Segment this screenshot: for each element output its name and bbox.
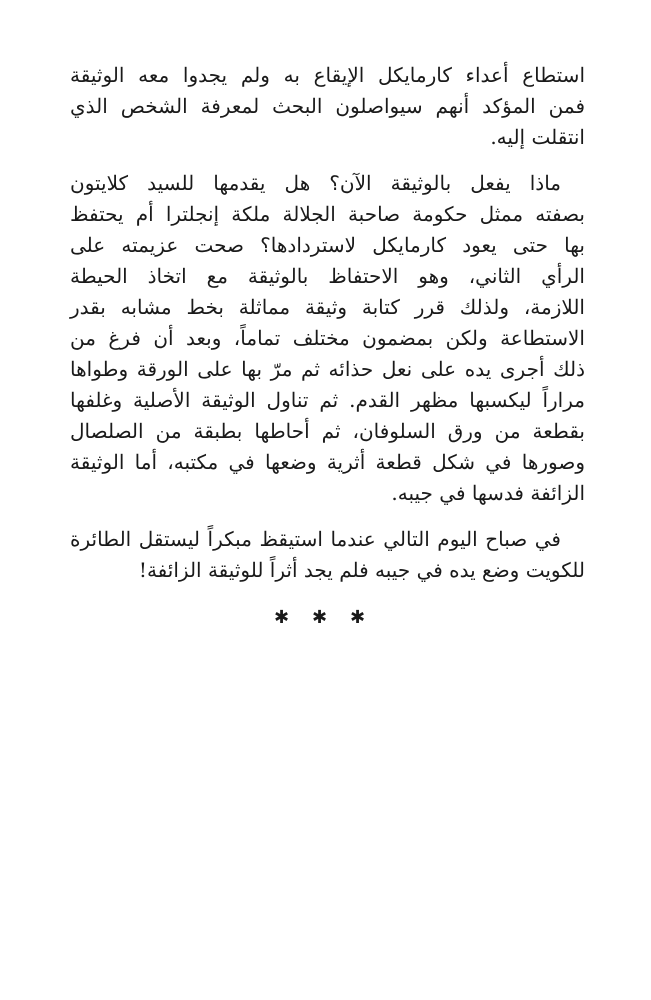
text-line: للكويت وضع يده في جيبه فلم يجد أثراً للوثيقة الزائفة! bbox=[138, 558, 585, 582]
text-line: ذلك أجرى يده على نعل حذائه ثم مرّ بها على الورقة وطواها bbox=[70, 357, 585, 381]
text-line: بها حتى يعود كارمايكل لاستردادها؟ صحت عزيمته على bbox=[70, 233, 585, 257]
section-separator bbox=[70, 602, 585, 633]
text-line: فمن المؤكد أنهم سيواصلون البحث لمعرفة الشخص الذي bbox=[70, 94, 585, 118]
text-line: الزائفة فدسها في جيبه. bbox=[391, 481, 585, 505]
book-page bbox=[70, 60, 585, 633]
asterisk-icon: ✱ bbox=[349, 607, 382, 628]
text-line: بقطعة من ورق السلوفان، ثم أحاطها بطبقة من الصلصال bbox=[70, 419, 585, 443]
text-line: الاستطاعة ولكن بمضمون مختلف تماماً، وبعد أن فرغ من bbox=[70, 326, 585, 350]
text-line: استطاع أعداء كارمايكل الإيقاع به ولم يجدوا معه الوثيقة bbox=[70, 63, 585, 87]
text-line: مراراً ليكسبها مظهر القدم. ثم تناول الوثيقة الأصلية وغلفها bbox=[70, 388, 585, 412]
text-line: بصفته ممثل حكومة صاحبة الجلالة ملكة إنجلترا أم يحتفظ bbox=[70, 202, 585, 226]
asterisk-icon: ✱ bbox=[273, 607, 306, 628]
text-line: في صباح اليوم التالي عندما استيقظ مبكراً ليستقل الطائرة bbox=[70, 527, 561, 551]
asterisk-icon: ✱ bbox=[311, 607, 344, 628]
text-line: اللازمة، ولذلك قرر كتابة وثيقة مماثلة بخط مشابه بقدر bbox=[70, 295, 585, 319]
text-line: الرأي الثاني، وهو الاحتفاظ بالوثيقة مع اتخاذ الحيطة bbox=[70, 264, 585, 288]
text-line: انتقلت إليه. bbox=[490, 125, 585, 149]
paragraph-2 bbox=[70, 168, 585, 509]
text-line: وصورها في شكل قطعة أثرية وضعها في مكتبه، أما الوثيقة bbox=[70, 450, 585, 474]
paragraph-1 bbox=[70, 60, 585, 153]
paragraph-3 bbox=[70, 524, 585, 586]
text-line: ماذا يفعل بالوثيقة الآن؟ هل يقدمها للسيد كلايتون bbox=[70, 171, 562, 195]
